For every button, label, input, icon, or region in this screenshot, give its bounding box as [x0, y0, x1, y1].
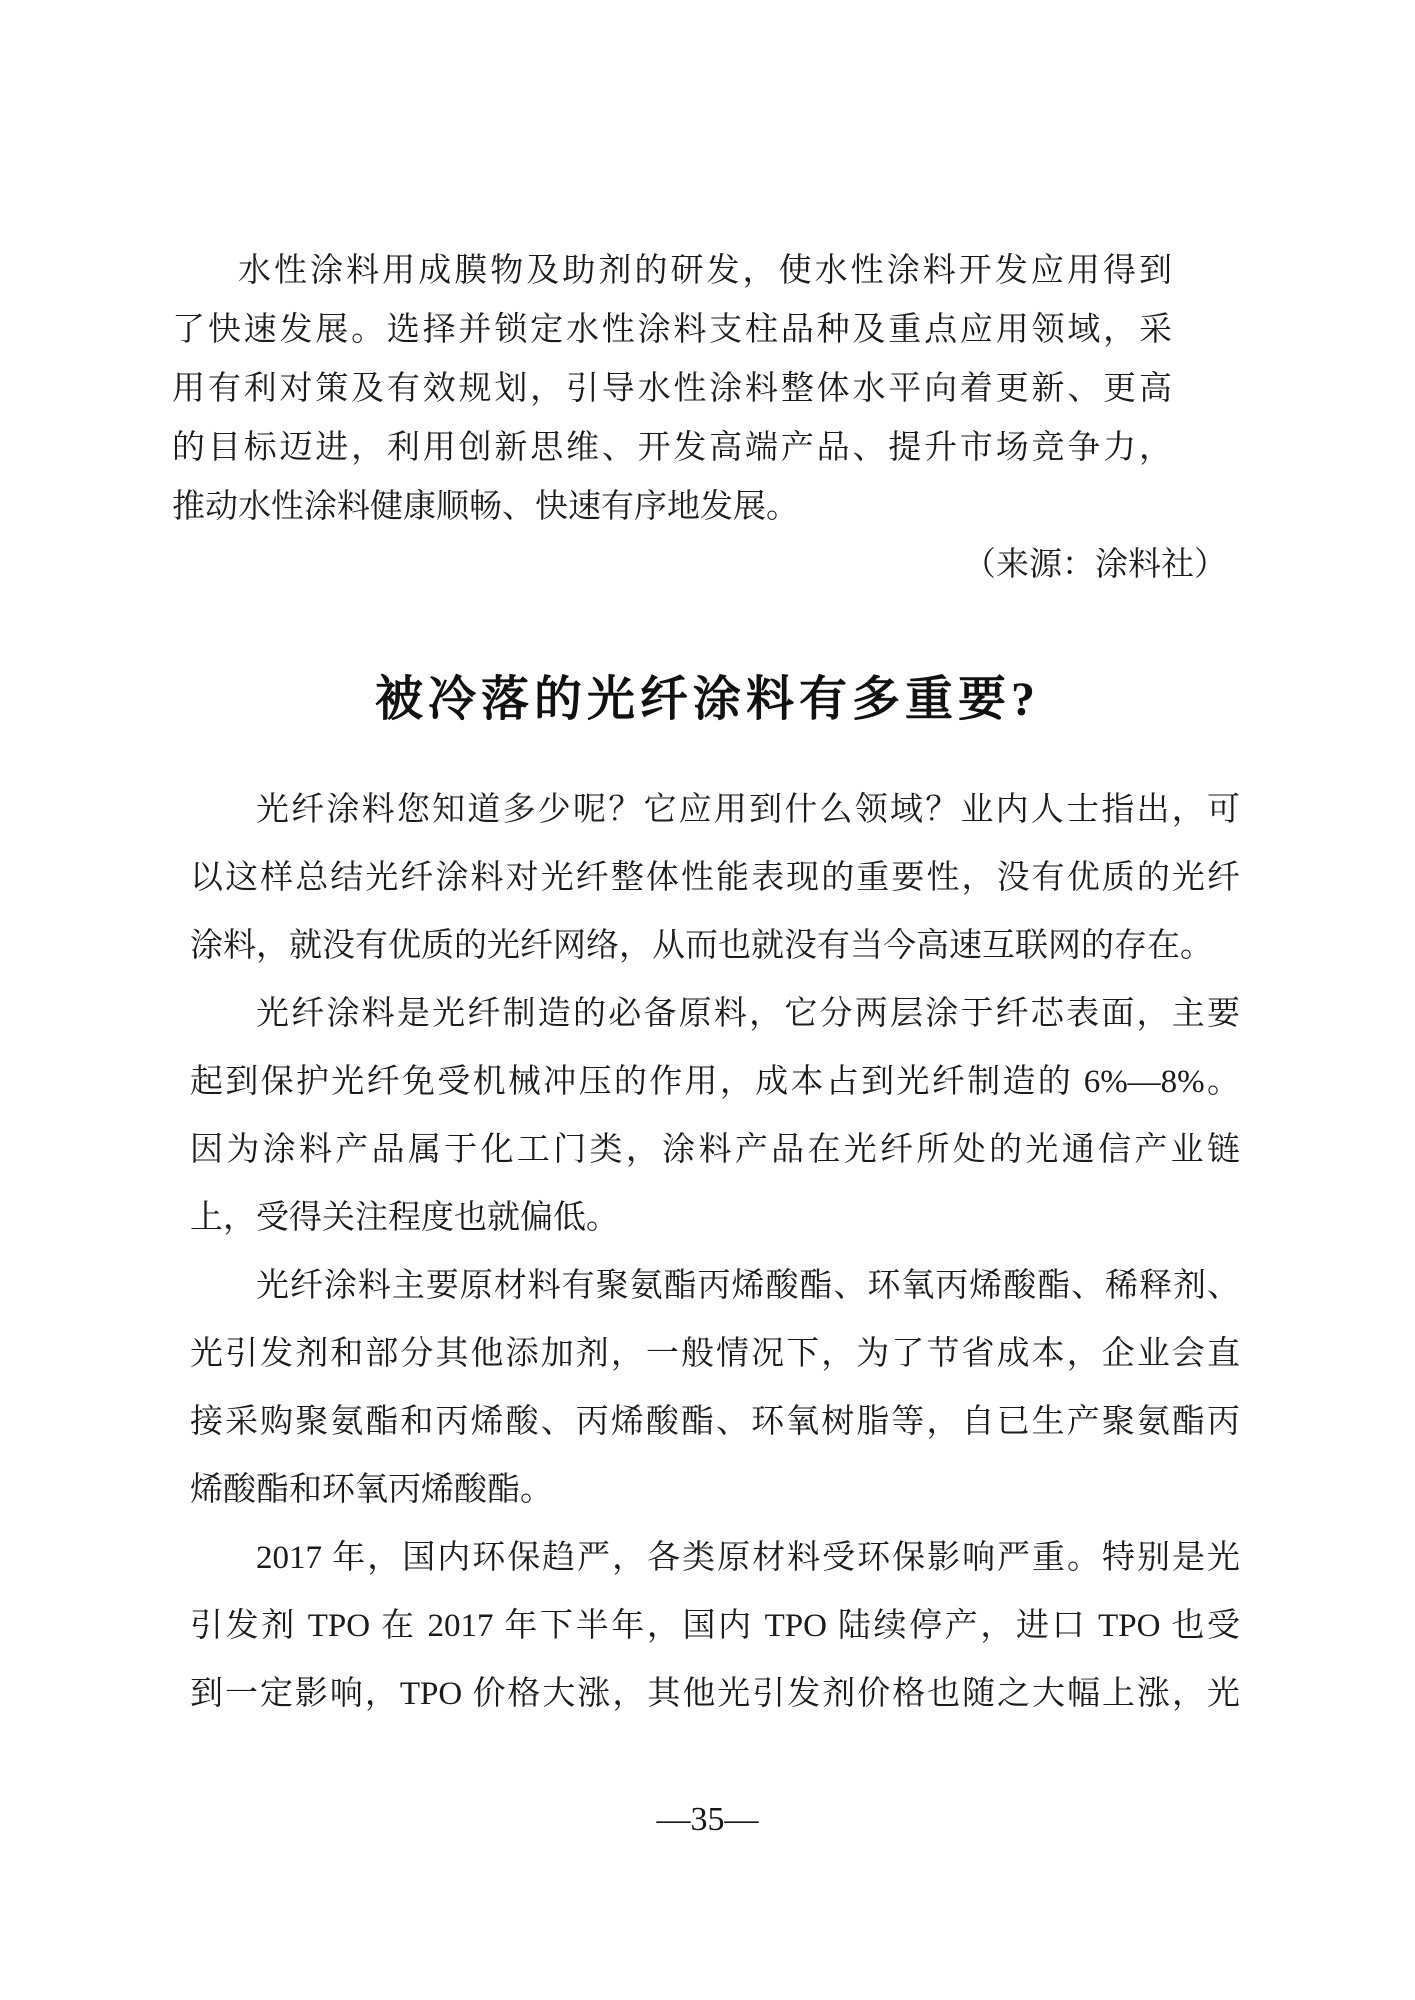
paragraph — [190, 1524, 1240, 1728]
intro-line: 水性涂料用成膜物及助剂的研发，使水性涂料开发应用得到 — [238, 253, 1172, 289]
intro-paragraph — [172, 242, 1172, 537]
intro-line: 了快速发展。选择并锁定水性涂料支柱品种及重点应用领域，采 — [172, 312, 1172, 348]
intro-line: 用有利对策及有效规划，引导水性涂料整体水平向着更新、更高 — [172, 371, 1172, 407]
article-line: 2017 年，国内环保趋严，各类原材料受环保影响严重。特别是光 — [256, 1540, 1240, 1576]
article-line: 起到保护光纤免受机械冲压的作用，成本占到光纤制造的 6%—8%。 — [190, 1064, 1240, 1100]
article-line: 涂料，就没有优质的光纤网络，从而也就没有当今高速互联网的存在。 — [190, 928, 1213, 964]
intro-line: 推动水性涂料健康顺畅、快速有序地发展。 — [172, 489, 799, 525]
article-line: 接采购聚氨酯和丙烯酸、丙烯酸酯、环氧树脂等，自已生产聚氨酯丙 — [190, 1404, 1240, 1440]
article-line: 引发剂 TPO 在 2017 年下半年，国内 TPO 陆续停产，进口 TPO 也受 — [190, 1608, 1240, 1644]
intro-line: 的目标迈进，利用创新思维、开发高端产品、提升市场竞争力， — [172, 430, 1172, 466]
article-title: 被冷落的光纤涂料有多重要? — [374, 673, 1040, 726]
article-line: 光纤涂料主要原材料有聚氨酯丙烯酸酯、环氧丙烯酸酯、稀释剂、 — [256, 1268, 1240, 1304]
paragraph — [190, 980, 1240, 1252]
article-line: 以这样总结光纤涂料对光纤整体性能表现的重要性，没有优质的光纤 — [190, 860, 1240, 896]
article-line: 上，受得关注程度也就偏低。 — [190, 1200, 619, 1236]
source-attribution: （来源：涂料社） — [963, 547, 1227, 583]
page-number: —35— — [656, 1801, 759, 1838]
paragraph — [190, 1252, 1240, 1524]
article-line: 烯酸酯和环氧丙烯酸酯。 — [190, 1472, 553, 1508]
article-body — [190, 776, 1240, 1728]
article-line: 光引发剂和部分其他添加剂，一般情况下，为了节省成本，企业会直 — [190, 1336, 1240, 1372]
article-line: 光纤涂料您知道多少呢？它应用到什么领域？业内人士指出，可 — [256, 792, 1240, 828]
article-line: 到一定影响，TPO 价格大涨，其他光引发剂价格也随之大幅上涨，光 — [190, 1676, 1240, 1712]
article-line: 因为涂料产品属于化工门类，涂料产品在光纤所处的光通信产业链 — [190, 1132, 1240, 1168]
article-line: 光纤涂料是光纤制造的必备原料，它分两层涂于纤芯表面，主要 — [256, 996, 1240, 1032]
paragraph — [190, 776, 1240, 980]
